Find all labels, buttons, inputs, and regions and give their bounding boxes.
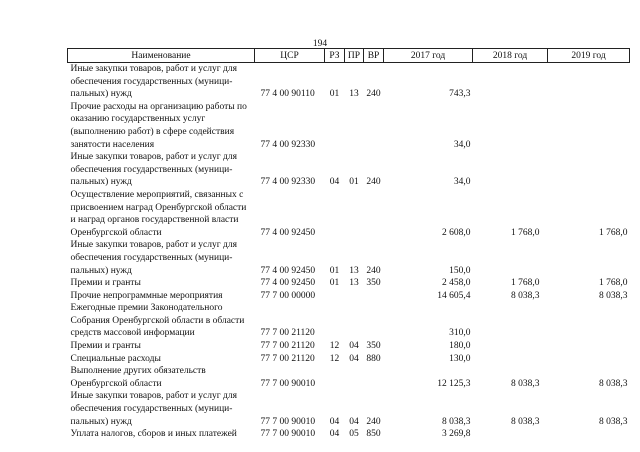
- budget-table: [67, 48, 630, 441]
- cell-2017: 2 458,0: [442, 278, 471, 289]
- cell-name: Иные закупки товаров, работ и услуг для обеспечения государственных (муници-пальных) нужд: [70, 240, 237, 276]
- cell-vr: 350: [366, 278, 381, 289]
- table-row: [68, 277, 630, 290]
- cell-rz: [325, 101, 345, 151]
- cell-2017: 180,0: [449, 341, 471, 352]
- cell-2017: 34,0: [453, 177, 471, 188]
- cell-name: Осуществление мероприятий, связанных с присвоением наград Оренбургской области и наград органов государственной власти Оренбургской области: [70, 189, 247, 238]
- cell-name: Выполнение других обязательств Оренбургской области: [70, 366, 206, 389]
- cell-name: Иные закупки товаров, работ и услуг для обеспечения государственных (муници-пальных) нужд: [70, 64, 237, 100]
- cell-rz: [325, 290, 345, 303]
- cell-rz: 01: [329, 265, 340, 276]
- cell-vr: 240: [366, 89, 381, 100]
- cell-rz: [325, 189, 345, 239]
- table-row: [68, 290, 630, 303]
- cell-2018: [473, 101, 548, 151]
- cell-pr: [345, 365, 364, 390]
- cell-pr: 01: [349, 177, 359, 188]
- cell-2017: 743,3: [449, 89, 471, 100]
- table-row: [68, 365, 630, 390]
- cell-name: Специальные расходы: [70, 353, 161, 364]
- cell-name: Прочие непрограммные мероприятия: [70, 290, 223, 301]
- cell-vr: 240: [366, 265, 381, 276]
- table-row: [68, 302, 630, 340]
- cell-pr: 04: [349, 416, 359, 427]
- cell-csr: 77 7 00 90010: [260, 429, 316, 440]
- table-row: [68, 151, 630, 189]
- table-row: [68, 340, 630, 353]
- cell-csr: 77 7 00 90010: [260, 416, 316, 427]
- cell-2018: 8 038,3: [511, 378, 540, 389]
- cell-csr: 77 4 00 92450: [260, 265, 316, 276]
- cell-2018: [473, 340, 548, 353]
- header-2018: 2018 год: [473, 49, 548, 63]
- cell-2018: 8 038,3: [511, 416, 540, 427]
- table-row: [68, 353, 630, 366]
- header-rz: РЗ: [325, 49, 345, 63]
- cell-rz: 01: [329, 89, 340, 100]
- cell-2018: 1 768,0: [511, 278, 540, 289]
- table-row: [68, 390, 630, 428]
- cell-csr: 77 7 00 00000: [260, 290, 316, 301]
- cell-pr: 13: [349, 278, 359, 289]
- cell-vr: [364, 189, 384, 239]
- cell-2019: [548, 239, 630, 277]
- cell-2018: [473, 302, 548, 340]
- cell-csr: 77 4 00 92450: [260, 227, 316, 238]
- cell-csr: 77 4 00 92450: [260, 278, 316, 289]
- cell-rz: 04: [329, 429, 340, 440]
- cell-vr: 880: [366, 353, 381, 364]
- cell-2019: 8 038,3: [599, 290, 628, 301]
- cell-2018: [473, 428, 548, 441]
- cell-2019: 8 038,3: [599, 416, 628, 427]
- cell-2018: [473, 239, 548, 277]
- cell-name: Премии и гранты: [70, 341, 141, 352]
- cell-2019: 1 768,0: [599, 227, 628, 238]
- cell-name: Премии и гранты: [70, 278, 141, 289]
- cell-vr: 240: [366, 416, 381, 427]
- cell-rz: 01: [329, 278, 340, 289]
- cell-pr: 04: [349, 353, 359, 364]
- cell-vr: [364, 365, 384, 390]
- cell-2018: [473, 63, 548, 101]
- cell-2019: 1 768,0: [599, 278, 628, 289]
- header-2017: 2017 год: [384, 49, 473, 63]
- cell-name: Уплата налогов, сборов и иных платежей: [70, 429, 237, 440]
- cell-csr: 77 7 00 21120: [260, 353, 315, 364]
- table-row: [68, 63, 630, 101]
- page-number: 194: [312, 39, 328, 49]
- cell-2018: 8 038,3: [511, 290, 540, 301]
- cell-rz: 12: [329, 341, 340, 352]
- cell-vr: [364, 290, 384, 303]
- cell-2017: 130,0: [449, 353, 471, 364]
- cell-2019: [548, 101, 630, 151]
- cell-2019: [548, 63, 630, 101]
- cell-csr: 77 7 00 90010: [260, 378, 316, 389]
- cell-pr: 04: [349, 341, 359, 352]
- cell-2019: [548, 353, 630, 366]
- table-row: [68, 239, 630, 277]
- cell-2017: 310,0: [449, 328, 471, 339]
- table-header-row: [68, 49, 630, 63]
- cell-pr: [345, 101, 364, 151]
- cell-2017: 12 125,3: [437, 378, 471, 389]
- cell-2017: 150,0: [449, 265, 471, 276]
- cell-pr: [345, 302, 364, 340]
- header-vr: ВР: [364, 49, 384, 63]
- cell-2018: [473, 353, 548, 366]
- cell-vr: 850: [366, 429, 381, 440]
- cell-name: Прочие расходы на организацию работы по оказанию государственных услуг (выполнению работ) в сфере содействия занятости населения: [70, 101, 247, 150]
- cell-2019: [548, 428, 630, 441]
- header-pr: ПР: [345, 49, 364, 63]
- cell-pr: 13: [349, 89, 359, 100]
- table-row: [68, 101, 630, 151]
- cell-2017: 2 608,0: [442, 227, 471, 238]
- cell-2019: [548, 302, 630, 340]
- cell-rz: 12: [329, 353, 340, 364]
- header-2019: 2019 год: [548, 49, 630, 63]
- cell-2019: 8 038,3: [599, 378, 628, 389]
- cell-pr: [345, 290, 364, 303]
- cell-vr: 350: [366, 341, 381, 352]
- cell-csr: 77 4 00 90110: [260, 89, 315, 100]
- cell-csr: 77 7 00 21120: [260, 328, 315, 339]
- table-row: [68, 189, 630, 239]
- cell-rz: [325, 365, 345, 390]
- cell-pr: 13: [349, 265, 359, 276]
- cell-2017: 34,0: [453, 139, 471, 150]
- cell-2017: 3 269,8: [442, 429, 471, 440]
- header-csr: ЦСР: [255, 49, 325, 63]
- cell-rz: [325, 302, 345, 340]
- table-body: [68, 63, 630, 441]
- cell-name: Ежегодные премии Законодательного Собрания Оренбургской области в области средств массовой информации: [70, 303, 245, 339]
- cell-csr: 77 4 00 92330: [260, 139, 316, 150]
- cell-name: Иные закупки товаров, работ и услуг для обеспечения государственных (муници-пальных) нужд: [70, 152, 237, 188]
- cell-csr: 77 7 00 21120: [260, 341, 315, 352]
- cell-2017: 8 038,3: [442, 416, 471, 427]
- cell-2019: [548, 340, 630, 353]
- cell-name: Иные закупки товаров, работ и услуг для обеспечения государственных (муници-пальных) нужд: [70, 391, 237, 427]
- cell-rz: 04: [329, 177, 340, 188]
- cell-vr: [364, 101, 384, 151]
- cell-pr: 05: [349, 429, 359, 440]
- cell-pr: [345, 189, 364, 239]
- cell-2018: [473, 151, 548, 189]
- cell-csr: 77 4 00 92330: [260, 177, 316, 188]
- header-name: Наименование: [68, 49, 255, 63]
- table-row: [68, 428, 630, 441]
- cell-2018: 1 768,0: [511, 227, 540, 238]
- cell-2017: 14 605,4: [437, 290, 471, 301]
- cell-2019: [548, 151, 630, 189]
- cell-vr: [364, 302, 384, 340]
- cell-rz: 04: [329, 416, 340, 427]
- cell-vr: 240: [366, 177, 381, 188]
